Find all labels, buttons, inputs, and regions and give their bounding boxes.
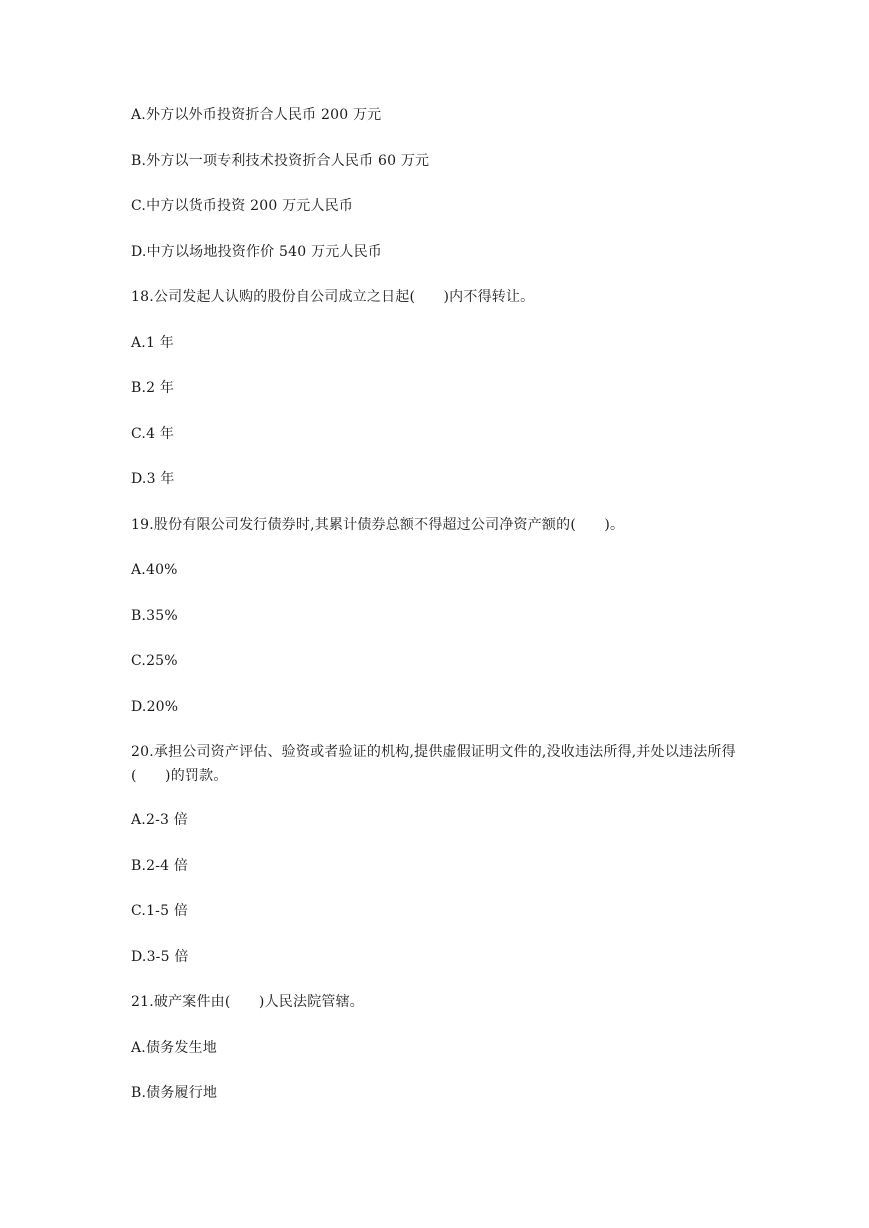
q20-option-a: A.2-3 倍	[131, 812, 188, 828]
q18-option-b: B.2 年	[131, 380, 175, 396]
q18-option-c: C.4 年	[131, 426, 175, 442]
question-21: 21.破产案件由( )人民法院管辖。	[131, 994, 364, 1010]
q19-option-a: A.40%	[131, 562, 178, 578]
q18-option-a: A.1 年	[131, 335, 174, 351]
q19-option-c: C.25%	[131, 653, 178, 669]
q20-option-d: D.3-5 倍	[131, 949, 189, 965]
question-19: 19.股份有限公司发行债券时,其累计债券总额不得超过公司净资产额的( )。	[131, 517, 625, 533]
q18-option-d: D.3 年	[131, 471, 175, 487]
q21-option-a: A.债务发生地	[131, 1040, 217, 1056]
question-18: 18.公司发起人认购的股份自公司成立之日起( )内不得转让。	[131, 289, 535, 305]
q17-option-a: A.外方以外币投资折合人民币 200 万元	[131, 107, 382, 123]
q19-option-b: B.35%	[131, 608, 178, 624]
q17-option-d: D.中方以场地投资作价 540 万元人民币	[131, 244, 382, 260]
q17-option-b: B.外方以一项专利技术投资折合人民币 60 万元	[131, 153, 430, 169]
q21-option-b: B.债务履行地	[131, 1085, 218, 1101]
q19-option-d: D.20%	[131, 699, 179, 715]
question-20: 20.承担公司资产评估、验资或者验证的机构,提供虚假证明文件的,没收违法所得,并处以违法所得( )的罚款。	[131, 744, 736, 784]
q17-option-c: C.中方以货币投资 200 万元人民币	[131, 198, 354, 214]
q20-option-c: C.1-5 倍	[131, 903, 189, 919]
q20-option-b: B.2-4 倍	[131, 858, 189, 874]
